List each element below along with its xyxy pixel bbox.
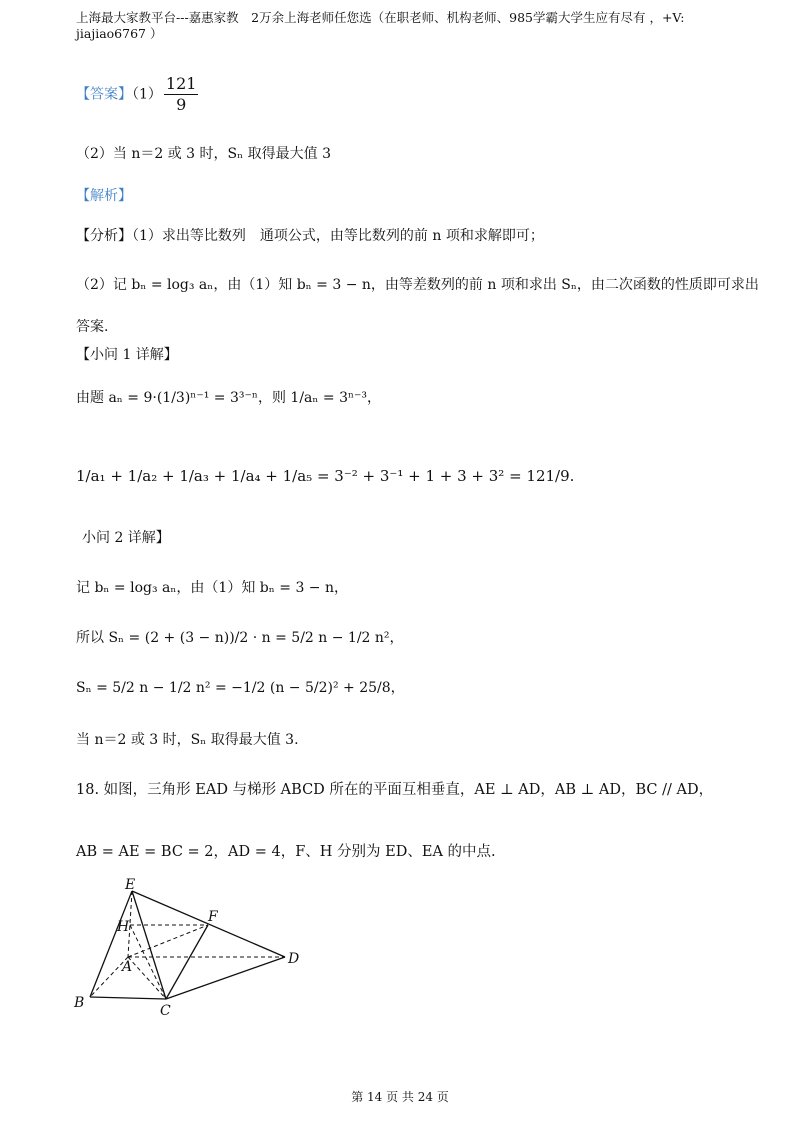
edge-EC: [132, 891, 166, 999]
edge-AC: [128, 957, 166, 999]
q2-line2: 所以 Sₙ = (2 + (3 − n))/2 · n = 5/2 n − 1/2 n²，: [76, 630, 404, 646]
q2-title: 小问 2 详解】: [82, 530, 170, 546]
label-H: H: [117, 919, 130, 935]
label-B: B: [74, 995, 85, 1011]
problem18-line1: 18. 如图，三角形 EAD 与梯形 ABCD 所在的平面互相垂直，AE ⊥ AD，AB ⊥ AD，BC // AD，: [76, 782, 714, 798]
q1-an-expression: aₙ = 9·(1/3)ⁿ⁻¹ = 3³⁻ⁿ: [108, 390, 258, 406]
label-A: A: [122, 959, 133, 975]
analysis-line3: 答案.: [76, 319, 109, 335]
edge-HC: [130, 925, 166, 999]
page-header: 上海最大家教平台---嘉惠家教 2万余上海老师任您选（在职老师、机构老师、985学霸大学生应有尽有 ，+V: jiajiao6767 ）: [76, 10, 685, 41]
answer-fraction: $\frac{121}{9}$: [165, 74, 197, 114]
q2-line1: 记 bₙ = log₃ aₙ，由（1）知 bₙ = 3 − n，: [76, 580, 348, 596]
problem18-line2: AB = AE = BC = 2，AD = 4，F、H 分别为 ED、EA 的中点.: [76, 844, 496, 860]
q2-line3: Sₙ = 5/2 n − 1/2 n² = −1/2 (n − 5/2)² + 25/8，: [76, 680, 405, 696]
label-E: E: [125, 877, 136, 893]
edge-EB: [90, 891, 132, 997]
label-F: F: [208, 909, 218, 925]
analysis-line2: （2）记 bₙ = log₃ aₙ，由（1）知 bₙ = 3 − n，由等差数列的前 n 项和求出 Sₙ，由二次函数的性质即可求出: [76, 277, 759, 293]
page-footer: 第 14 页 共 24 页: [351, 1090, 449, 1104]
edge-BC: [90, 997, 166, 999]
jiexi-label: 【解析】: [76, 188, 132, 204]
q1-line1: 由题 aₙ = 9·(1/3)ⁿ⁻¹ = 3³⁻ⁿ，则 1/aₙ = 3ⁿ⁻³，: [76, 390, 382, 406]
geometry-figure: [70, 875, 310, 1025]
answer-part1: 【答案】（1） $\frac{121}{9}$: [76, 74, 197, 114]
analysis-line1: 【分析】（1）求出等比数列 通项公式，由等比数列的前 n 项和求解即可；: [76, 228, 544, 244]
answer-label: 【答案】: [76, 86, 132, 103]
q1-title: 【小问 1 详解】: [76, 347, 178, 363]
edge-AF: [128, 925, 208, 957]
q1-reciprocal-expression: 1/aₙ = 3ⁿ⁻³: [290, 390, 368, 406]
answer-part2: （2）当 n＝2 或 3 时，Sₙ 取得最大值 3: [76, 146, 331, 162]
edge-CD: [166, 957, 285, 999]
edge-CF: [166, 925, 208, 999]
label-D: D: [288, 951, 300, 967]
q2-line4: 当 n＝2 或 3 时，Sₙ 取得最大值 3.: [76, 732, 299, 748]
q1-sum-expression: 1/a₁ + 1/a₂ + 1/a₃ + 1/a₄ + 1/a₅ = 3⁻² + 3⁻¹ + 1 + 3 + 3² = 121/9.: [76, 467, 575, 485]
label-C: C: [160, 1003, 171, 1019]
